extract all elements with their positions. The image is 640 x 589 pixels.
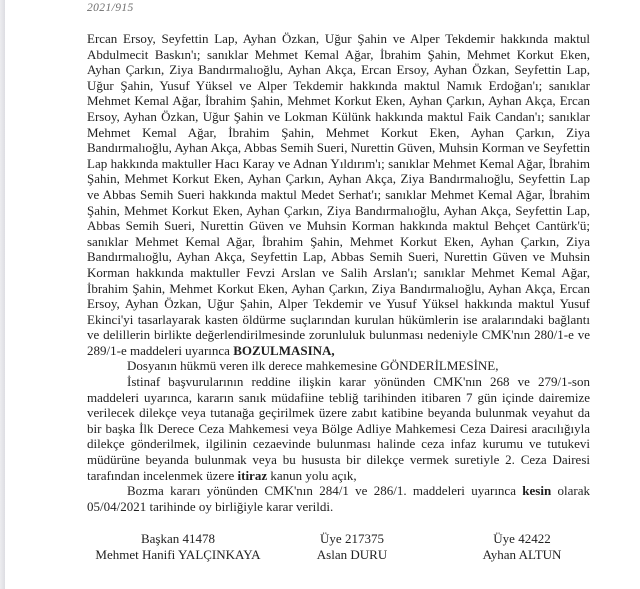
signature-column-member-1	[317, 531, 387, 562]
final-decision-paragraph	[87, 483, 590, 514]
remand-paragraph	[87, 358, 590, 374]
signature-column-member-2	[483, 531, 562, 562]
signature-title: Üye 42422	[493, 531, 551, 546]
signature-block	[0, 531, 640, 571]
objection-text-post: kanun yolu açık,	[267, 467, 357, 483]
signature-name: Aslan DURU	[316, 546, 388, 562]
signature-column-president	[95, 531, 260, 562]
signature-title: Başkan 41478	[140, 531, 216, 546]
objection-paragraph	[87, 374, 590, 483]
ruling-paragraph	[87, 31, 590, 358]
kesin-emphasis: kesin	[522, 483, 552, 499]
final-text-post: olarak 05/04/2021 tarihinde oy birliğiyle karar verildi.	[87, 483, 590, 514]
signature-title: Üye 217375	[320, 531, 384, 546]
remand-text: Dosyanın hükmü veren ilk derece mahkemesine GÖNDERİLMESİNE,	[127, 358, 499, 374]
bozulmasina-emphasis: BOZULMASINA,	[233, 342, 335, 358]
objection-text-pre: İstinaf başvurularının reddine ilişkin karar yönünden CMK'nın 268 ve 279/1-son maddeleri uyarınca, kararın sanık müdafiine tebliğ tarihinden itibaren 7 gün içinde dairemize verilecek dilekçe veya tutanağa geçirilmek üzere zabıt katibine beyanda bulunmak veyahut da bir başka İlk Derece Ceza Mahkemesi veya Bölge Adliye Mahkemesi Ceza Dairesi aracılığıyla dilekçe gönderilmek, ilgilinin cezaevinde bulunması halinde ceza infaz kurumu ve tutukevi müdürüne beyanda bulunmak veya bu hususta bir dilekçe vermek suretiyle 2. Ceza Dairesi tarafından incelenmek üzere	[87, 374, 590, 483]
itiraz-emphasis: itiraz	[237, 467, 268, 483]
case-number: 2021/915	[87, 2, 134, 14]
final-text-pre: Bozma kararı yönünden CMK'nın 284/1 ve 286/1. maddeleri uyarınca	[127, 483, 523, 499]
ruling-text: Ercan Ersoy, Seyfettin Lap, Ayhan Özkan, Uğur Şahin ve Alper Tekdemir hakkında maktul Abdulmecit Baskın'ı; sanıklar Mehmet Kemal Ağar, İbrahim Şahin, Mehmet Korkut Eken, Ayhan Çarkın, Ziya Bandırmalıoğlu, Ayhan Akça, Ercan Ersoy, Ayhan Özkan, Seyfettin Lap, Uğur Şahin, Yusuf Yüksel ve Alper Tekdemir hakkında maktul Namık Erdoğan'ı; sanıklar Mehmet Kemal Ağar, İbrahim Şahin, Mehmet Korkut Eken, Ayhan Çarkın, Ayhan Akça, Ercan Ersoy, Ayhan Özkan, Uğur Şahin ve Lokman Külünk hakkında maktul Faik Candan'ı; sanıklar Mehmet Kemal Ağar, İbrahim Şahin, Mehmet Korkut Eken, Ayhan Çarkın, Ziya Bandırmalıoğlu, Ayhan Akça, Abbas Semih Sueri, Nurettin Güven, Muhsin Korman ve Seyfettin Lap hakkında maktuller Hacı Karay ve Adnan Yıldırım'ı; sanıklar Mehmet Kemal Ağar, İbrahim Şahin, Mehmet Korkut Eken, Ayhan Çarkın, Ayhan Akça, Ziya Bandırmalıoğlu, Seyfettin Lap ve Abbas Semih Sueri hakkında maktul Medet Serhat'ı; sanıklar Mehmet Kemal Ağar, İbrahim Şahin, Mehmet Korkut Eken, Ayhan Çarkın, Ziya Bandırmalıoğlu, Ayhan Akça, Seyfettin Lap, Abbas Semih Sueri, Nurettin Güven ve Muhsin Korman hakkında maktul Behçet Cantürk'ü; sanıklar Mehmet Kemal Ağar, İbrahim Şahin, Mehmet Korkut Eken, Ayhan Çarkın, Ziya Bandırmalıoğlu, Ayhan Akça, Seyfettin Lap, Abbas Semih Sueri, Nurettin Güven ve Muhsin Korman hakkında maktuller Fevzi Arslan ve Salih Arslan'ı; sanıklar Mehmet Kemal Ağar, İbrahim Şahin, Mehmet Korkut Eken, Ayhan Çarkın, Ziya Bandırmalıoğlu, Ayhan Akça, Ercan Ersoy, Ayhan Özkan, Uğur Şahin, Alper Tekdemir ve Yusuf Yüksel hakkında maktul Yusuf Ekinci'yi tasarlayarak kasten öldürme suçlarından kurulan hükümlerin ise aralarındaki bağlantı ve delillerin birlikte değerlendirilmesinde zorunluluk bulunması nedeniyle CMK'nın 280/1-e ve 289/1-e maddeleri uyarınca	[87, 31, 590, 358]
signature-name: Ayhan ALTUN	[482, 546, 562, 562]
signature-name: Mehmet Hanifi YALÇINKAYA	[95, 546, 261, 562]
decision-body	[87, 31, 590, 514]
page-edge-shadow	[0, 0, 5, 589]
